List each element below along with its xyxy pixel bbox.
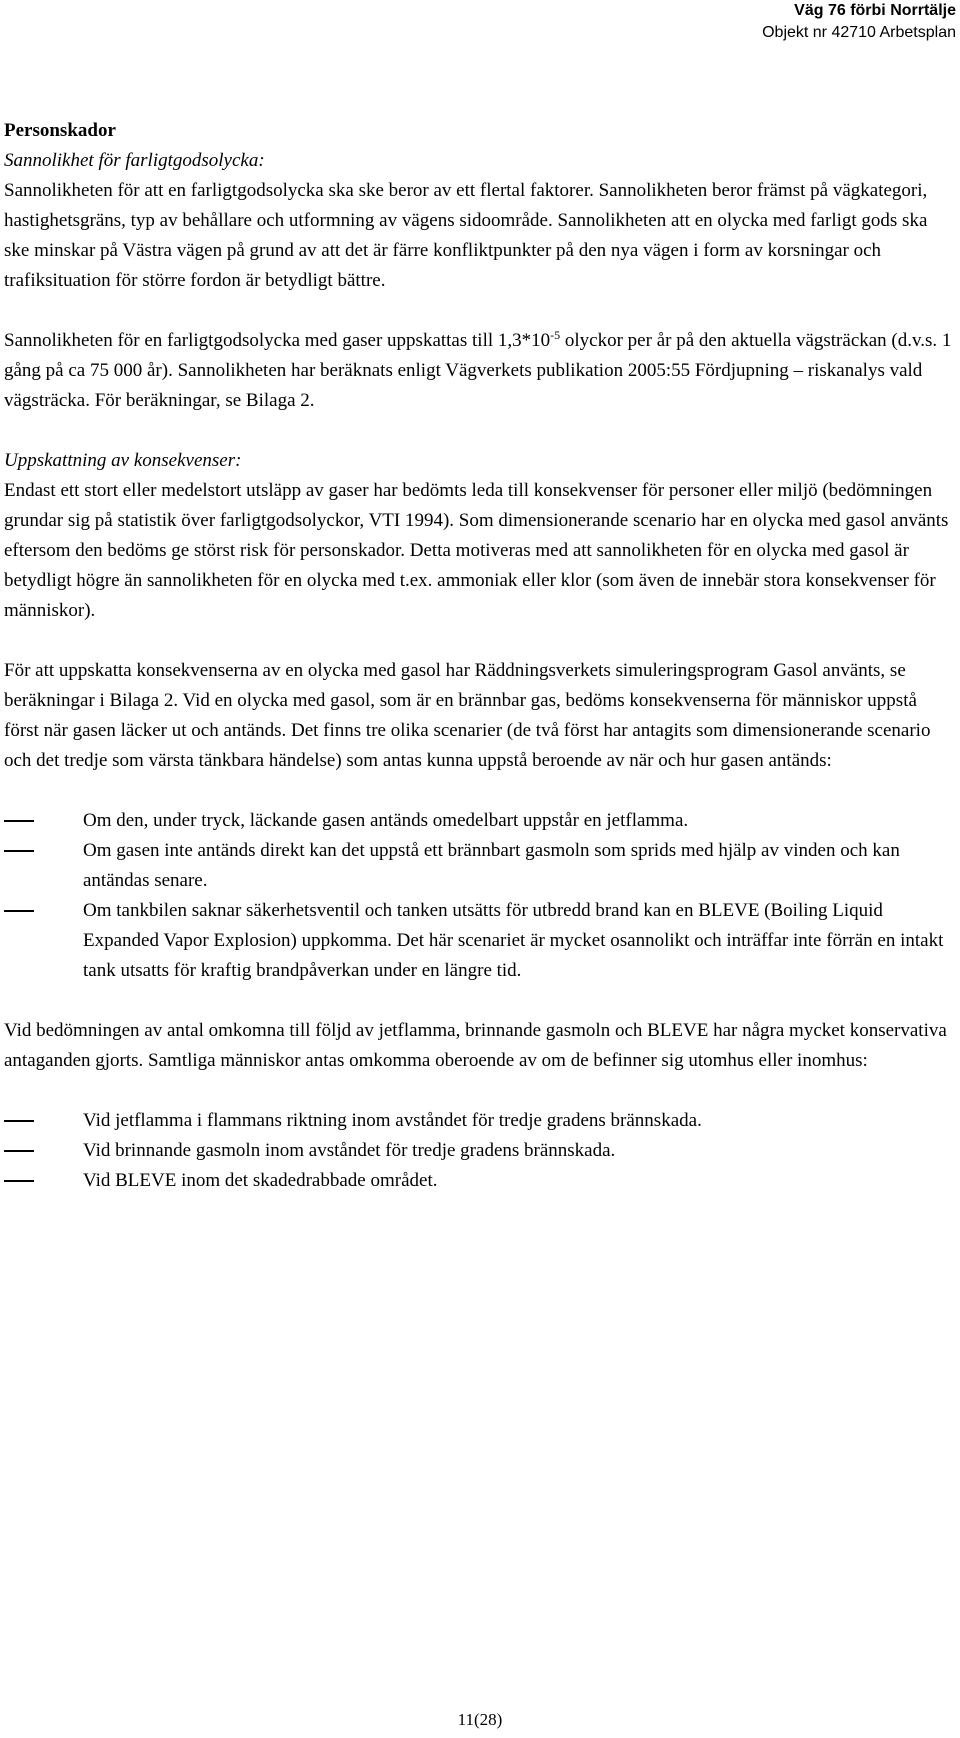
list-item-text: Vid brinnande gasmoln inom avståndet för tredje gradens brännskada. <box>83 1140 616 1161</box>
paragraph-consequences: Endast ett stort eller medelstort utsläpp av gaser har bedömts leda till konsekvenser för personer eller miljö (bedömningen grundar sig på statistik över farligtgodsolyckor, VTI 1994). Som dimensionerande scenario har en olycka med gasol använts eftersom den bedöms ge störst risk för personskador. Detta motiveras med att sannolikheten för en olycka med gasol är betydligt högre än sannolikheten för en olycka med t.ex. ammoniak eller klor (som även de innebär stora konsekvenser för människor). <box>4 480 949 621</box>
dash-bullet-icon <box>4 820 34 822</box>
paragraph-gasol-simulation: För att uppskatta konsekvenserna av en olycka med gasol har Räddningsverkets simuleringsprogram Gasol använts, se beräkningar i Bilaga 2. Vid en olycka med gasol, som är en brännbar gas, bedöms konsekvenserna för människor uppstå först när gasen läcker ut och antänds. Det finns tre olika scenarier (de två först har antagits som dimensionerande scenario och det tredje som värsta tänkbara händelse) som antas kunna uppstå beroende av när och hur gasen antänds: <box>4 660 931 771</box>
consequences-subheading: Uppskattning av konsekvenser: <box>4 450 242 471</box>
dash-bullet-icon <box>4 1180 34 1182</box>
paragraph-assumptions: Vid bedömningen av antal omkomna till följd av jetflamma, brinnande gasmoln och BLEVE har några mycket konservativa antaganden gjorts. Samtliga människor antas omkomma oberoende av om de befinner sig utomhus eller inomhus: <box>4 1020 947 1071</box>
paragraph-gas-probability <box>4 326 956 416</box>
list-item <box>4 896 956 986</box>
running-header <box>762 0 956 44</box>
list-item <box>4 1106 956 1136</box>
fatality-criteria-list <box>4 1106 956 1196</box>
dash-bullet-icon <box>4 910 34 912</box>
page-body <box>4 116 956 1196</box>
paragraph-text: Sannolikheten för en farligtgodsolycka med gaser uppskattas till 1,3*10 <box>4 330 551 351</box>
dash-bullet-icon <box>4 1150 34 1152</box>
page-number: 11(28) <box>457 1710 503 1729</box>
paragraph-text: Sannolikheten att en olycka med farligt gods ska ske minskar på Västra vägen på grund av att det är färre konfliktpunkter på den nya vägen i form av korsningar och trafiksituation för större fordon är betydligt bättre. <box>4 210 928 291</box>
probability-subheading: Sannolikhet för farligtgodsolycka: <box>4 150 265 171</box>
document-subtitle: Objekt nr 42710 Arbetsplan <box>762 24 956 41</box>
list-item <box>4 836 956 896</box>
document-title: Väg 76 förbi Norrtälje <box>794 2 956 19</box>
dash-bullet-icon <box>4 850 34 852</box>
list-item-text: Om tankbilen saknar säkerhetsventil och tanken utsätts för utbredd brand kan en BLEVE (Boiling Liquid Expanded Vapor Explosion) uppkomma. Det här scenariet är mycket osannolikt och inträffar inte förrän en intakt tank utsatts för kraftig brandpåverkan under en längre tid. <box>83 900 944 981</box>
paragraph-text: olyckor per år på den aktuella vägsträckan (d.v.s. 1 gång på ca 75 000 år). Sannolikheten har beräknats enligt Vägverkets publikation 2005:55 Fördjupning – riskanalys vald vägsträcka. För beräkningar, se Bilaga 2. <box>4 330 952 411</box>
paragraph-text: Sannolikheten för att en farligtgodsolycka ska ske beror av ett flertal faktorer. Sannolikheten beror främst på vägkategori, hastighetsgräns, typ av behållare och utformning av vägens sidoområde. <box>4 180 928 231</box>
list-item-text: Om den, under tryck, läckande gasen antänds omedelbart uppstår en jetflamma. <box>83 810 689 831</box>
list-item-text: Vid BLEVE inom det skadedrabbade området. <box>83 1170 438 1191</box>
scenario-list <box>4 806 956 986</box>
paragraph-probability-factors <box>4 176 956 296</box>
section-heading: Personskador <box>4 120 116 141</box>
list-item <box>4 1136 956 1166</box>
list-item <box>4 806 956 836</box>
dash-bullet-icon <box>4 1120 34 1122</box>
list-item-text: Vid jetflamma i flammans riktning inom avståndet för tredje gradens brännskada. <box>83 1110 702 1131</box>
exponent: -5 <box>550 328 561 342</box>
list-item-text: Om gasen inte antänds direkt kan det uppstå ett brännbart gasmoln som sprids med hjälp av vinden och kan antändas senare. <box>83 840 900 891</box>
list-item <box>4 1166 956 1196</box>
